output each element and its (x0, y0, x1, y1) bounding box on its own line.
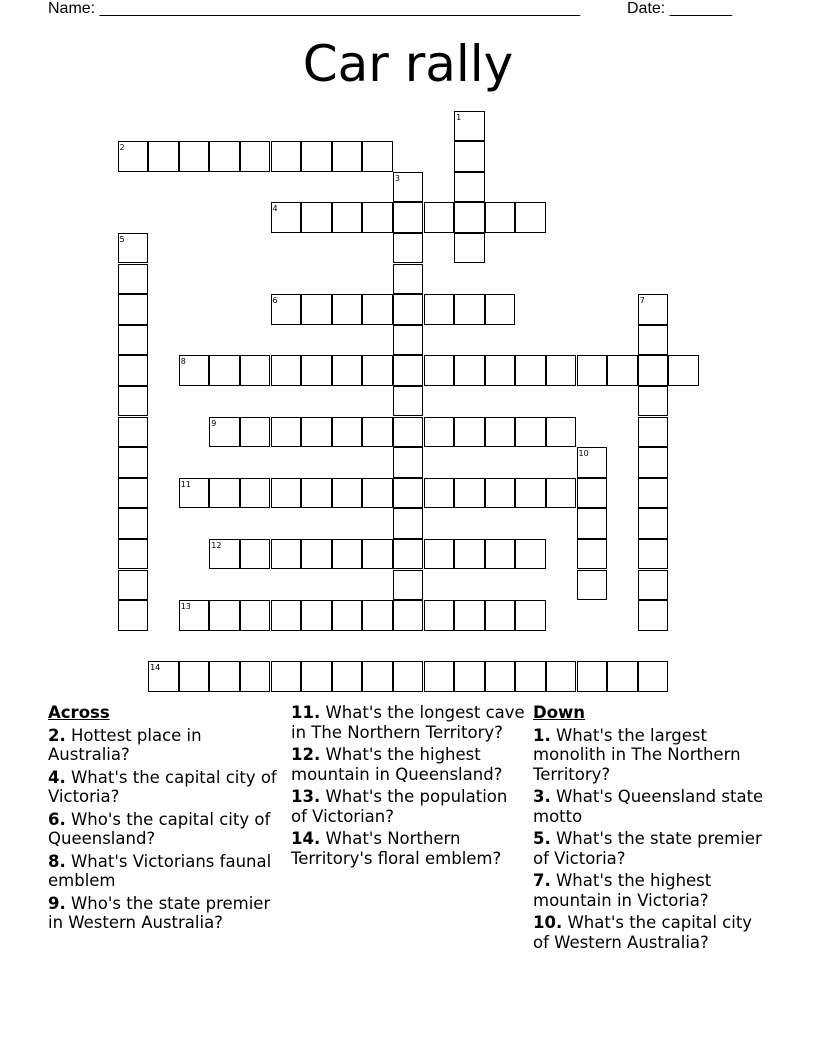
grid-cell[interactable] (332, 355, 363, 386)
grid-cell[interactable] (424, 661, 455, 692)
grid-cell[interactable] (424, 539, 455, 570)
cell-number: 3 (394, 173, 400, 183)
grid-cell[interactable] (577, 355, 608, 386)
clue-number: 12. (291, 745, 321, 764)
clue-number: 9. (48, 893, 66, 913)
grid-cell[interactable] (393, 661, 424, 692)
clue-number: 4. (48, 767, 66, 787)
clue-text: What's the highest mountain in Victoria? (533, 871, 712, 910)
clue-number: 10. (533, 913, 563, 932)
grid-cell[interactable] (638, 600, 669, 631)
clue-item (48, 810, 283, 849)
grid-cell[interactable] (638, 386, 669, 417)
clue-text: What's the longest cave in The Northern Territory? (291, 703, 525, 742)
clue-number: 14. (291, 829, 321, 848)
clue-item (291, 787, 526, 826)
grid-cell[interactable] (301, 141, 332, 172)
grid-cell[interactable] (271, 417, 302, 448)
grid-cell[interactable] (454, 202, 485, 233)
grid-cell[interactable] (240, 355, 271, 386)
name-label: Name: (48, 0, 96, 17)
grid-cell[interactable] (301, 294, 332, 325)
grid-cell[interactable] (118, 264, 149, 295)
grid-cell[interactable] (332, 539, 363, 570)
grid-cell[interactable] (301, 600, 332, 631)
clue-item (48, 894, 283, 933)
grid-cell[interactable] (118, 508, 149, 539)
grid-cell[interactable] (393, 264, 424, 295)
grid-cell[interactable] (118, 386, 149, 417)
clue-number: 13. (291, 787, 321, 806)
grid-cell[interactable] (424, 478, 455, 509)
grid-cell[interactable] (454, 355, 485, 386)
clue-text: What's the largest monolith in The Northern Territory? (533, 725, 741, 784)
grid-cell[interactable] (638, 478, 669, 509)
clue-text: What's the capital city of Victoria? (48, 767, 277, 806)
grid-cell[interactable] (240, 539, 271, 570)
grid-cell[interactable] (301, 539, 332, 570)
grid-cell[interactable] (118, 570, 149, 601)
grid-cell[interactable] (332, 202, 363, 233)
cell-number: 8 (180, 357, 186, 367)
across-clues-continued (291, 703, 526, 871)
clue-text: What's the highest mountain in Queensland? (291, 745, 503, 784)
down-heading: Down (533, 703, 586, 722)
grid-cell[interactable] (393, 417, 424, 448)
grid-cell[interactable] (332, 141, 363, 172)
grid-cell[interactable] (546, 355, 577, 386)
cell-number: 14 (150, 663, 161, 673)
grid-cell[interactable] (362, 600, 393, 631)
grid-cell[interactable] (240, 661, 271, 692)
clue-item (48, 852, 283, 891)
grid-cell[interactable] (454, 539, 485, 570)
grid-cell[interactable] (638, 661, 669, 692)
clue-item (48, 726, 283, 765)
grid-cell[interactable] (515, 539, 546, 570)
grid-cell[interactable] (179, 141, 210, 172)
grid-cell[interactable] (638, 570, 669, 601)
grid-cell[interactable] (546, 417, 577, 448)
grid-cell[interactable] (485, 600, 516, 631)
clue-item (48, 768, 283, 807)
grid-cell[interactable] (332, 478, 363, 509)
grid-cell[interactable] (546, 478, 577, 509)
grid-cell[interactable] (424, 202, 455, 233)
grid-cell[interactable] (393, 202, 424, 233)
grid-cell[interactable] (148, 141, 179, 172)
clue-number: 1. (533, 725, 551, 745)
grid-cell[interactable] (638, 447, 669, 478)
clue-number: 7. (533, 871, 551, 890)
clue-text: Who's the capital city of Queensland? (48, 809, 271, 848)
grid-cell[interactable] (393, 539, 424, 570)
grid-cell[interactable] (301, 355, 332, 386)
clue-text: What's Queensland state motto (533, 787, 764, 826)
grid-cell[interactable] (424, 600, 455, 631)
grid-cell[interactable] (515, 202, 546, 233)
grid-cell[interactable] (668, 355, 699, 386)
grid-cell[interactable] (118, 325, 149, 356)
grid-cell[interactable] (454, 233, 485, 264)
clue-text: Who's the state premier in Western Australia? (48, 893, 271, 932)
cell-number: 12 (211, 540, 222, 550)
grid-cell[interactable] (362, 141, 393, 172)
grid-cell[interactable] (454, 141, 485, 172)
cell-number: 6 (272, 296, 278, 306)
clue-item (291, 829, 526, 868)
grid-cell[interactable] (515, 355, 546, 386)
grid-cell[interactable] (577, 661, 608, 692)
grid-cell[interactable] (607, 355, 638, 386)
grid-cell[interactable] (240, 417, 271, 448)
clue-text: Hottest place in Australia? (48, 725, 202, 764)
grid-cell[interactable] (301, 202, 332, 233)
clue-item (533, 871, 773, 910)
grid-cell[interactable] (301, 661, 332, 692)
clue-item (291, 745, 526, 784)
clue-number: 3. (533, 787, 551, 806)
cell-number: 7 (639, 296, 645, 306)
grid-cell[interactable] (424, 417, 455, 448)
grid-cell[interactable] (515, 661, 546, 692)
grid-cell[interactable] (454, 172, 485, 203)
grid-cell[interactable] (118, 355, 149, 386)
cell-number: 5 (119, 234, 125, 244)
cell-number: 13 (180, 602, 191, 612)
grid-cell[interactable] (638, 355, 669, 386)
grid-cell[interactable] (362, 661, 393, 692)
grid-cell[interactable] (424, 294, 455, 325)
grid-cell[interactable] (393, 570, 424, 601)
grid-cell[interactable] (362, 355, 393, 386)
clue-item (533, 787, 773, 826)
grid-cell[interactable] (332, 417, 363, 448)
cell-number: 9 (211, 418, 217, 428)
grid-cell[interactable] (577, 539, 608, 570)
grid-cell[interactable] (271, 355, 302, 386)
grid-cell[interactable] (393, 294, 424, 325)
grid-cell[interactable] (332, 294, 363, 325)
grid-cell[interactable] (271, 478, 302, 509)
clue-text: What's Northern Territory's floral emblem? (291, 829, 502, 868)
grid-cell[interactable] (454, 478, 485, 509)
grid-cell[interactable] (485, 539, 516, 570)
grid-cell[interactable] (118, 294, 149, 325)
grid-cell[interactable] (209, 478, 240, 509)
grid-cell[interactable] (209, 661, 240, 692)
grid-cell[interactable] (485, 661, 516, 692)
grid-cell[interactable] (424, 355, 455, 386)
grid-cell[interactable] (393, 233, 424, 264)
clue-item (291, 703, 526, 742)
clue-number: 6. (48, 809, 66, 829)
grid-cell[interactable] (485, 417, 516, 448)
cell-number: 2 (119, 143, 125, 153)
clue-item (533, 829, 773, 868)
grid-cell[interactable] (209, 600, 240, 631)
puzzle-title: Car rally (302, 35, 514, 93)
grid-cell[interactable] (362, 202, 393, 233)
grid-cell[interactable] (638, 325, 669, 356)
grid-cell[interactable] (638, 539, 669, 570)
grid-cell[interactable] (179, 661, 210, 692)
grid-cell[interactable] (393, 508, 424, 539)
grid-cell[interactable] (332, 600, 363, 631)
grid-cell[interactable] (485, 202, 516, 233)
grid-cell[interactable] (485, 478, 516, 509)
grid-cell[interactable] (362, 417, 393, 448)
grid-cell[interactable] (393, 325, 424, 356)
grid-cell[interactable] (301, 417, 332, 448)
cell-number: 1 (456, 112, 462, 122)
grid-cell[interactable] (118, 539, 149, 570)
clue-text: What's the population of Victorian? (291, 787, 508, 826)
grid-cell[interactable] (485, 294, 516, 325)
grid-cell[interactable] (607, 661, 638, 692)
across-heading: Across (48, 703, 110, 722)
grid-cell[interactable] (209, 141, 240, 172)
grid-cell[interactable] (393, 386, 424, 417)
grid-cell[interactable] (118, 417, 149, 448)
across-clues (48, 703, 283, 936)
grid-cell[interactable] (393, 355, 424, 386)
grid-cell[interactable] (393, 447, 424, 478)
grid-cell[interactable] (240, 141, 271, 172)
grid-cell[interactable] (118, 447, 149, 478)
clue-number: 11. (291, 703, 321, 722)
grid-cell[interactable] (240, 600, 271, 631)
grid-cell[interactable] (271, 141, 302, 172)
clue-text: What's the capital city of Western Australia? (533, 913, 753, 952)
grid-cell[interactable] (515, 478, 546, 509)
cell-number: 11 (180, 479, 191, 489)
clue-number: 2. (48, 725, 66, 745)
date-label: Date: (627, 0, 666, 17)
grid-cell[interactable] (577, 478, 608, 509)
grid-cell[interactable] (393, 478, 424, 509)
grid-cell[interactable] (271, 600, 302, 631)
grid-cell[interactable] (271, 539, 302, 570)
clue-number: 5. (533, 829, 551, 848)
grid-cell[interactable] (118, 600, 149, 631)
grid-cell[interactable] (362, 478, 393, 509)
clue-text: What's Victorians faunal emblem (48, 851, 272, 890)
grid-cell[interactable] (301, 478, 332, 509)
grid-cell[interactable] (515, 417, 546, 448)
grid-cell[interactable] (546, 661, 577, 692)
grid-cell[interactable] (271, 661, 302, 692)
grid-cell[interactable] (454, 294, 485, 325)
grid-cell[interactable] (332, 661, 363, 692)
grid-cell[interactable] (454, 417, 485, 448)
grid-cell[interactable] (485, 355, 516, 386)
grid-cell[interactable] (393, 600, 424, 631)
grid-cell[interactable] (240, 478, 271, 509)
grid-cell[interactable] (362, 294, 393, 325)
grid-cell[interactable] (362, 539, 393, 570)
grid-cell[interactable] (454, 661, 485, 692)
clue-item (533, 726, 773, 785)
grid-cell[interactable] (118, 478, 149, 509)
cell-number: 4 (272, 204, 278, 214)
grid-cell[interactable] (515, 600, 546, 631)
clue-item (533, 913, 773, 952)
grid-cell[interactable] (209, 355, 240, 386)
name-blank[interactable]: ______________________________________________________ (99, 0, 581, 17)
down-clues (533, 703, 773, 955)
date-blank[interactable]: _______ (669, 0, 732, 17)
grid-cell[interactable] (454, 600, 485, 631)
grid-cell[interactable] (577, 508, 608, 539)
grid-cell[interactable] (638, 508, 669, 539)
clue-number: 8. (48, 851, 66, 871)
clue-text: What's the state premier of Victoria? (533, 829, 762, 868)
cell-number: 10 (578, 449, 589, 459)
grid-cell[interactable] (577, 570, 608, 601)
grid-cell[interactable] (638, 417, 669, 448)
